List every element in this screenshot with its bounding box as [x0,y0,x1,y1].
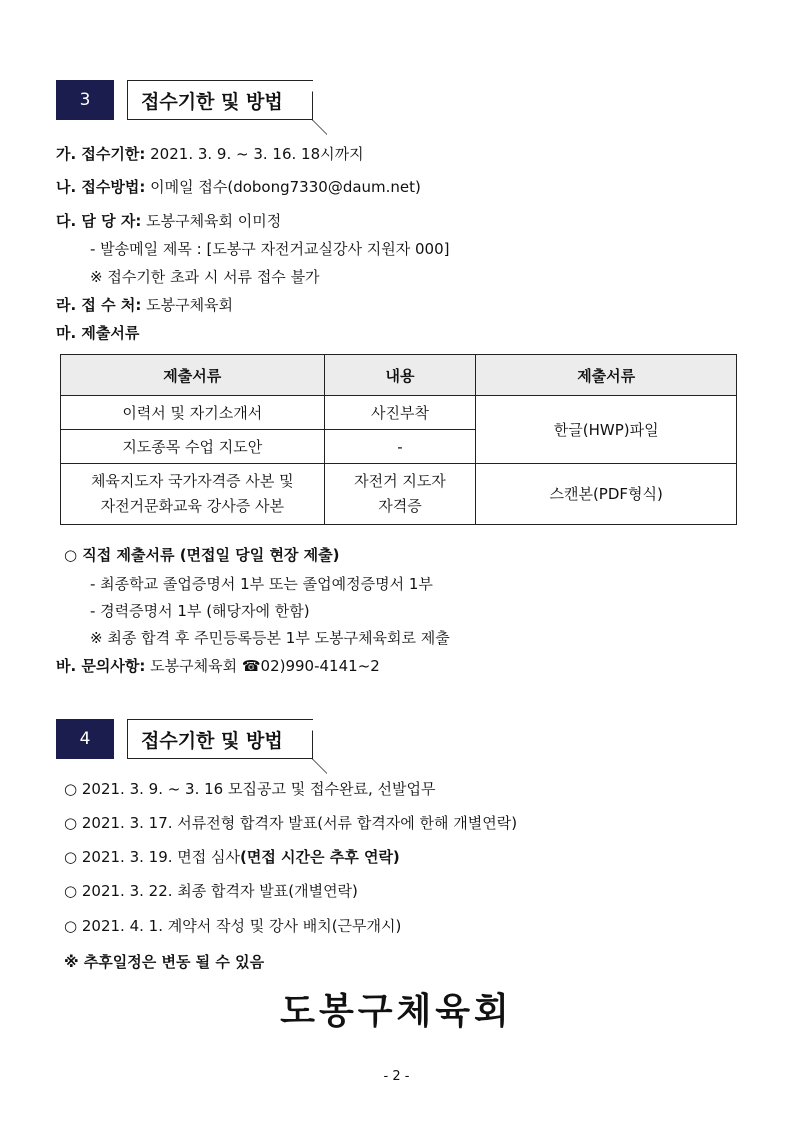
method-label: 나. 접수방법: [56,178,146,196]
cell-line: 체육지도자 국가자격증 사본 및 [90,472,294,490]
direct-submission-title: ○ 직접 제출서류 (면접일 당일 현장 제출) [64,546,340,564]
receiver-value: 도봉구체육회 [141,296,234,314]
direct-note: ※ 최종 합격 후 주민등록등본 1부 도봉구체육회로 제출 [90,629,450,647]
table-header-row [61,355,737,396]
deadline-label: 가. 접수기한: [56,145,146,163]
schedule-item: ○ 2021. 3. 9. ~ 3. 16 모집공고 및 접수완료, 선발업무 [64,780,436,798]
section-title-box [127,80,313,120]
direct-item: - 경력증명서 1부 (해당자에 한함) [90,602,310,620]
inquiry-label: 바. 문의사항: [56,657,146,675]
section-title: 접수기한 및 방법 [141,90,283,113]
table-cell: - [324,430,476,464]
mail-subject-line: - 발송메일 제목 : [도봉구 자전거교실강사 지원자 000] [90,240,450,258]
receiver-label: 라. 접 수 처: [56,296,142,314]
documents-table [60,354,737,525]
schedule-item: ○ 2021. 3. 22. 최종 합격자 발표(개별연락) [64,882,358,900]
schedule-text: ○ 2021. 3. 19. 면접 심사 [64,848,240,866]
cell-line: 자전거 지도자 [354,472,446,490]
section-number-badge [56,80,114,120]
method-value: 이메일 접수(dobong7330@daum.net) [145,178,421,196]
schedule-note: ※ 추후일정은 변동 될 수 있음 [64,953,265,971]
inquiry-value: 도봉구체육회 ☎02)990-4141~2 [145,657,380,675]
direct-item: - 최종학교 졸업증명서 1부 또는 졸업예정증명서 1부 [90,575,433,593]
table-row [61,396,737,430]
table-cell: 이력서 및 자기소개서 [61,396,325,430]
section-title: 접수기한 및 방법 [141,729,283,752]
cell-line: 자전거문화교육 강사증 사본 [100,497,284,515]
schedule-item: ○ 2021. 4. 1. 계약서 작성 및 강사 배치(근무개시) [64,917,402,935]
table-cell: 지도종목 수업 지도안 [61,430,325,464]
page-number: - 2 - [383,1069,410,1084]
deadline-line [56,144,364,164]
schedule-item: ○ 2021. 3. 17. 서류전형 합격자 발표(서류 합격자에 한해 개별연락) [64,814,518,832]
inquiry-line [56,656,380,676]
table-header: 제출서류 [61,355,325,396]
schedule-emphasis: (면접 시간은 추후 연락) [240,848,400,866]
documents-heading: 마. 제출서류 [56,324,140,342]
table-cell: 사진부착 [324,396,476,430]
organization-name: 도봉구체육회 [280,991,513,1032]
schedule-item [64,847,400,867]
contact-person-label: 다. 담 당 자: [56,212,142,230]
cell-line: 자격증 [378,497,422,515]
deadline-note: ※ 접수기한 초과 시 서류 접수 불가 [90,268,320,286]
table-header: 내용 [324,355,476,396]
contact-person-line [56,211,281,231]
table-cell: 한글(HWP)파일 [476,396,737,464]
receiver-line [56,295,233,315]
contact-person-value: 도봉구체육회 이미정 [141,212,282,230]
method-line [56,177,421,197]
table-cell: 스캔본(PDF형식) [476,464,737,525]
table-header: 제출서류 [476,355,737,396]
section-number: 4 [79,729,91,749]
table-cell [324,464,476,525]
section-title-box [127,719,313,759]
table-row [61,464,737,525]
table-cell [61,464,325,525]
section-number: 3 [79,90,91,110]
deadline-value: 2021. 3. 9. ~ 3. 16. 18시까지 [145,145,364,163]
section-number-badge [56,719,114,759]
